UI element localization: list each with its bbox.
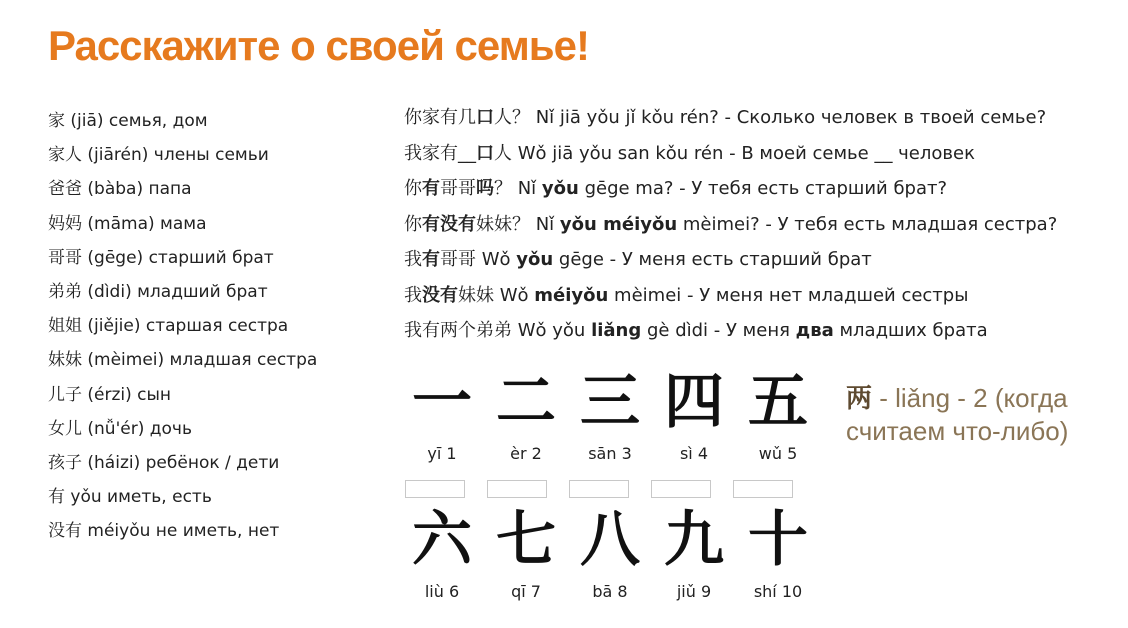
phrase-line (404, 207, 1057, 243)
number-cell (400, 500, 484, 602)
number-pinyin: yī 1 (427, 444, 457, 463)
vocab-item: 儿子 (érzi) сын (48, 384, 172, 405)
phrase-highlight: 有 (422, 249, 440, 270)
number-pinyin: shí 10 (753, 582, 803, 601)
number-cell (652, 362, 736, 464)
vocab-item: 有 yǒu иметь, есть (48, 487, 212, 508)
vocab-item: 爸爸 (bàba) папа (48, 179, 192, 200)
blank-box (405, 480, 465, 498)
numbers-row-1-5 (400, 362, 820, 464)
phrase-text: 你 (404, 178, 422, 199)
vocab-item: 孩子 (háizi) ребёнок / дети (48, 453, 280, 474)
phrase-highlight: 口 (476, 107, 494, 128)
phrase-highlight: 吗 (476, 178, 494, 199)
number-cell (736, 500, 820, 602)
number-hanzi: 二 (496, 367, 556, 437)
phrase-line (404, 313, 1057, 349)
phrase-text: 我 (404, 249, 422, 270)
phrase-text: mèimei - У меня нет младшей сестры (608, 284, 969, 306)
liang-hanzi: 两 (846, 383, 873, 413)
answer-boxes (405, 480, 815, 498)
phrase-highlight: 没有 (422, 284, 458, 306)
phrase-line (404, 136, 1057, 172)
vocab-item: 家 (jiā) семья, дом (48, 111, 208, 131)
vocab-item: 弟弟 (dìdi) младший брат (48, 282, 268, 303)
phrase-highlight: méiyǒu (534, 284, 609, 306)
phrase-text: 我有两个弟弟 Wǒ yǒu (404, 320, 592, 341)
vocab-item: 姐姐 (jiějie) старшая сестра (48, 316, 289, 337)
phrase-highlight: 口 (476, 142, 494, 164)
number-pinyin: èr 2 (510, 444, 542, 463)
number-cell (652, 500, 736, 602)
numbers-row-6-10 (400, 500, 820, 602)
blank-box (569, 480, 629, 498)
phrase-text: 你家有几 (404, 107, 476, 128)
vocab-item: 妹妹 (mèimei) младшая сестра (48, 350, 318, 371)
phrase-highlight: два (795, 320, 834, 341)
phrase-text: 人 Wǒ jiā yǒu san kǒu rén - В моей семье __ человек (494, 142, 975, 164)
phrase-text: 人？ Nǐ jiā yǒu jǐ kǒu rén? - Сколько человек в твоей семье? (494, 107, 1047, 128)
blank-box (487, 480, 547, 498)
phrase-list (404, 100, 1057, 349)
liang-explanation: - liǎng - 2 (когда считаем что-либо) (846, 383, 1069, 446)
number-pinyin: wǔ 5 (758, 444, 798, 463)
number-hanzi: 九 (664, 505, 724, 575)
vocab-item: 哥哥 (gēge) старший брат (48, 247, 274, 268)
phrase-text: 妹妹？ Nǐ (476, 213, 560, 235)
number-pinyin: sān 3 (588, 444, 632, 463)
phrase-highlight: yǒu (516, 249, 554, 270)
number-hanzi: 八 (580, 505, 640, 575)
vocab-item: 女儿 (nǚ'ér) дочь (48, 418, 192, 439)
phrase-line (404, 171, 1057, 207)
phrase-highlight: 有 (422, 178, 440, 199)
phrase-highlight: liǎng (591, 320, 642, 341)
number-cell (400, 362, 484, 464)
number-cell (484, 500, 568, 602)
phrase-text: mèimei? - У тебя есть младшая сестра? (677, 213, 1058, 235)
phrase-line (404, 242, 1057, 278)
phrase-text: 妹妹 Wǒ (458, 284, 535, 306)
phrase-text: gēge - У меня есть старший брат (553, 249, 872, 270)
number-pinyin: bā 8 (592, 582, 628, 601)
phrase-highlight: yǒu (541, 178, 579, 199)
number-pinyin: qī 7 (511, 582, 541, 601)
phrase-highlight: 有没有 (422, 213, 476, 235)
phrase-text: gēge ma? - У тебя есть старший брат? (578, 178, 948, 199)
phrase-text: ？ Nǐ (494, 178, 542, 199)
page-title: Расскажите о своей семье! (48, 22, 589, 69)
liang-note (846, 382, 1116, 448)
number-hanzi: 三 (580, 367, 640, 437)
number-cell (568, 362, 652, 464)
number-hanzi: 一 (412, 367, 472, 437)
number-cell (568, 500, 652, 602)
phrase-highlight: yǒu méiyǒu (559, 213, 678, 235)
phrase-text: 我家有__ (404, 142, 476, 164)
number-hanzi: 十 (748, 505, 808, 575)
vocab-item: 妈妈 (māma) мама (48, 213, 207, 234)
phrase-text: 哥哥 (440, 178, 476, 199)
blank-box (733, 480, 793, 498)
number-hanzi: 七 (496, 505, 556, 575)
number-pinyin: jiǔ 9 (676, 582, 712, 601)
phrase-line (404, 100, 1057, 136)
number-pinyin: liù 6 (424, 582, 460, 601)
number-pinyin: sì 4 (679, 444, 709, 463)
vocab-item: 家人 (jiārén) члены семьи (48, 145, 269, 166)
phrase-text: 我 (404, 284, 422, 306)
number-cell (736, 362, 820, 464)
number-hanzi: 六 (412, 505, 472, 575)
phrase-text: младших брата (833, 320, 988, 341)
number-cell (484, 362, 568, 464)
number-hanzi: 四 (664, 367, 724, 437)
phrase-text: gè dìdi - У меня (641, 320, 796, 341)
number-hanzi: 五 (748, 367, 808, 437)
vocab-item: 没有 méiyǒu не иметь, нет (48, 521, 280, 542)
phrase-text: 你 (404, 213, 422, 235)
phrase-line (404, 278, 1057, 314)
phrase-text: 哥哥 Wǒ (440, 249, 517, 270)
blank-box (651, 480, 711, 498)
vocabulary-list (48, 104, 317, 549)
